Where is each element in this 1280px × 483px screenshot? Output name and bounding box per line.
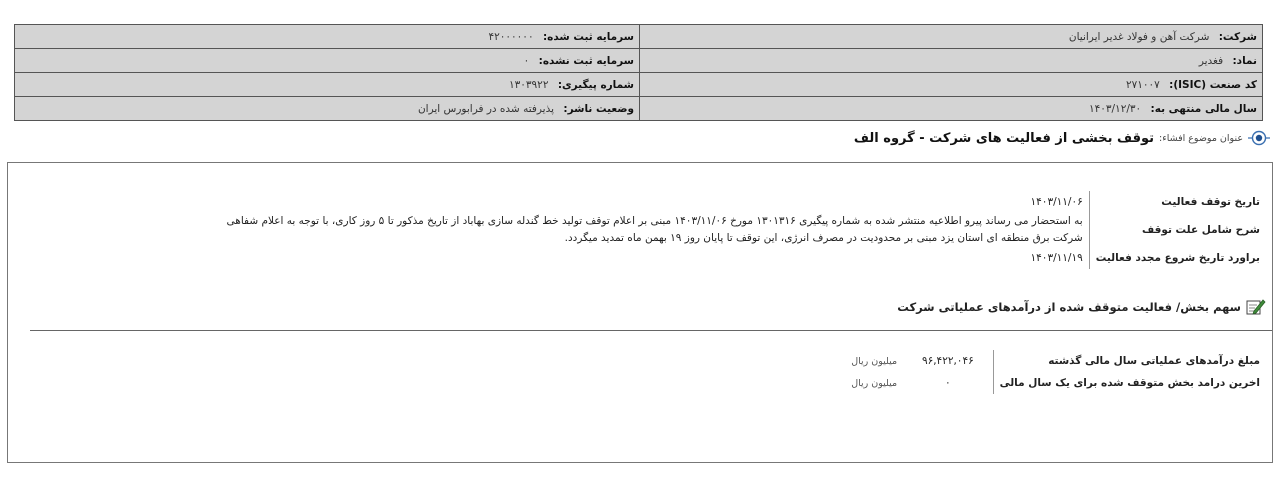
subject-label: عنوان موضوع افشاء: (1159, 132, 1243, 144)
section-divider (30, 330, 1272, 331)
company-label: شرکت: (1218, 30, 1257, 43)
target-icon (1248, 129, 1270, 147)
publisher-status-value: پذیرفته شده در فرابورس ایران (417, 102, 555, 115)
info-row (15, 97, 1263, 121)
symbol-label: نماد: (1232, 54, 1257, 67)
revenue-row-label: اخرین درامد بخش متوقف شده برای یک سال مالی (993, 372, 1266, 394)
restart-date-value: ۱۴۰۳/۱۱/۱۹ (1030, 251, 1083, 264)
company-cell (640, 25, 1263, 49)
stop-reason-line: شرکت برق منطقه ای استان یزد مبنی بر محدودیت در مصرف انرژی، این توقف تا پایان روز ۱۹ بهمن ماه تمدید میگردد. (564, 232, 1083, 244)
isic-code-label: کد صنعت (ISIC): (1169, 78, 1257, 91)
publisher-status-cell (15, 97, 640, 121)
unregistered-capital-cell (15, 49, 640, 73)
revenue-table (793, 350, 1266, 394)
registered-capital-label: سرمایه ثبت شده: (542, 30, 634, 43)
stop-reason-row (221, 213, 1266, 247)
fiscal-year-label: سال مالی منتهی به: (1150, 102, 1257, 115)
company-value: شرکت آهن و فولاد غدیر ایرانیان (1068, 30, 1210, 43)
symbol-value: فغدیر (1198, 54, 1224, 67)
revenue-row-value: ۹۶,۴۲۲,۰۴۶ (921, 355, 974, 367)
disclosure-content-box (7, 162, 1273, 463)
publisher-status-label: وضعیت ناشر: (563, 102, 634, 115)
revenue-section-title (897, 298, 1266, 316)
restart-date-row (221, 247, 1266, 269)
company-info-table (14, 24, 1263, 121)
stop-date-row (221, 191, 1266, 213)
stop-reason-label: شرح شامل علت توقف (1089, 213, 1266, 247)
info-row (15, 73, 1263, 97)
stop-reason-value (221, 213, 1090, 247)
tracking-number-cell (15, 73, 640, 97)
unregistered-capital-label: سرمایه ثبت نشده: (538, 54, 634, 67)
restart-date-label: براورد تاریخ شروع مجدد فعالیت (1089, 247, 1266, 269)
revenue-row (793, 350, 1266, 372)
tracking-number-label: شماره پیگیری: (557, 78, 634, 91)
revenue-row-value: ۰ (945, 377, 951, 389)
revenue-section-heading: سهم بخش/ فعالیت متوقف شده از درآمدهای عملیاتی شرکت (897, 300, 1241, 314)
revenue-row (793, 372, 1266, 394)
registered-capital-cell (15, 25, 640, 49)
revenue-row-unit: میلیون ریال (851, 377, 898, 389)
isic-code-cell (640, 73, 1263, 97)
isic-code-value: ۲۷۱۰۰۷ (1125, 78, 1160, 91)
stop-reason-line: به استحضار می رساند پیرو اطلاعیه منتشر شده به شماره پیگیری ۱۳۰۱۳۱۶ مورخ ۱۴۰۳/۱۱/۰۶ مبنی بر اعلام توقف تولید خط گندله سازی بهاباد از تاریخ مذکور تا ۵ روز کاری، با توجه به اعلام شفاهی (226, 215, 1083, 227)
edit-icon (1246, 298, 1266, 316)
tracking-number-value: ۱۳۰۳۹۲۲ (508, 78, 549, 91)
subject-title: توقف بخشی از فعالیت های شرکت - گروه الف (853, 130, 1155, 146)
revenue-row-unit: میلیون ریال (851, 355, 898, 367)
fiscal-year-cell (640, 97, 1263, 121)
info-row (15, 25, 1263, 49)
stop-date-label: تاریخ توقف فعالیت (1089, 191, 1266, 213)
disclosure-subject (854, 129, 1270, 147)
revenue-row-label: مبلغ درآمدهای عملیاتی سال مالی گذشته (993, 350, 1266, 372)
stop-date-value: ۱۴۰۳/۱۱/۰۶ (1030, 195, 1083, 208)
fiscal-year-value: ۱۴۰۳/۱۲/۳۰ (1088, 102, 1142, 115)
unregistered-capital-value: ۰ (523, 54, 530, 67)
registered-capital-value: ۴۲۰۰۰۰۰۰ (488, 30, 534, 43)
symbol-cell (640, 49, 1263, 73)
stop-details-table (221, 191, 1266, 269)
info-row (15, 49, 1263, 73)
